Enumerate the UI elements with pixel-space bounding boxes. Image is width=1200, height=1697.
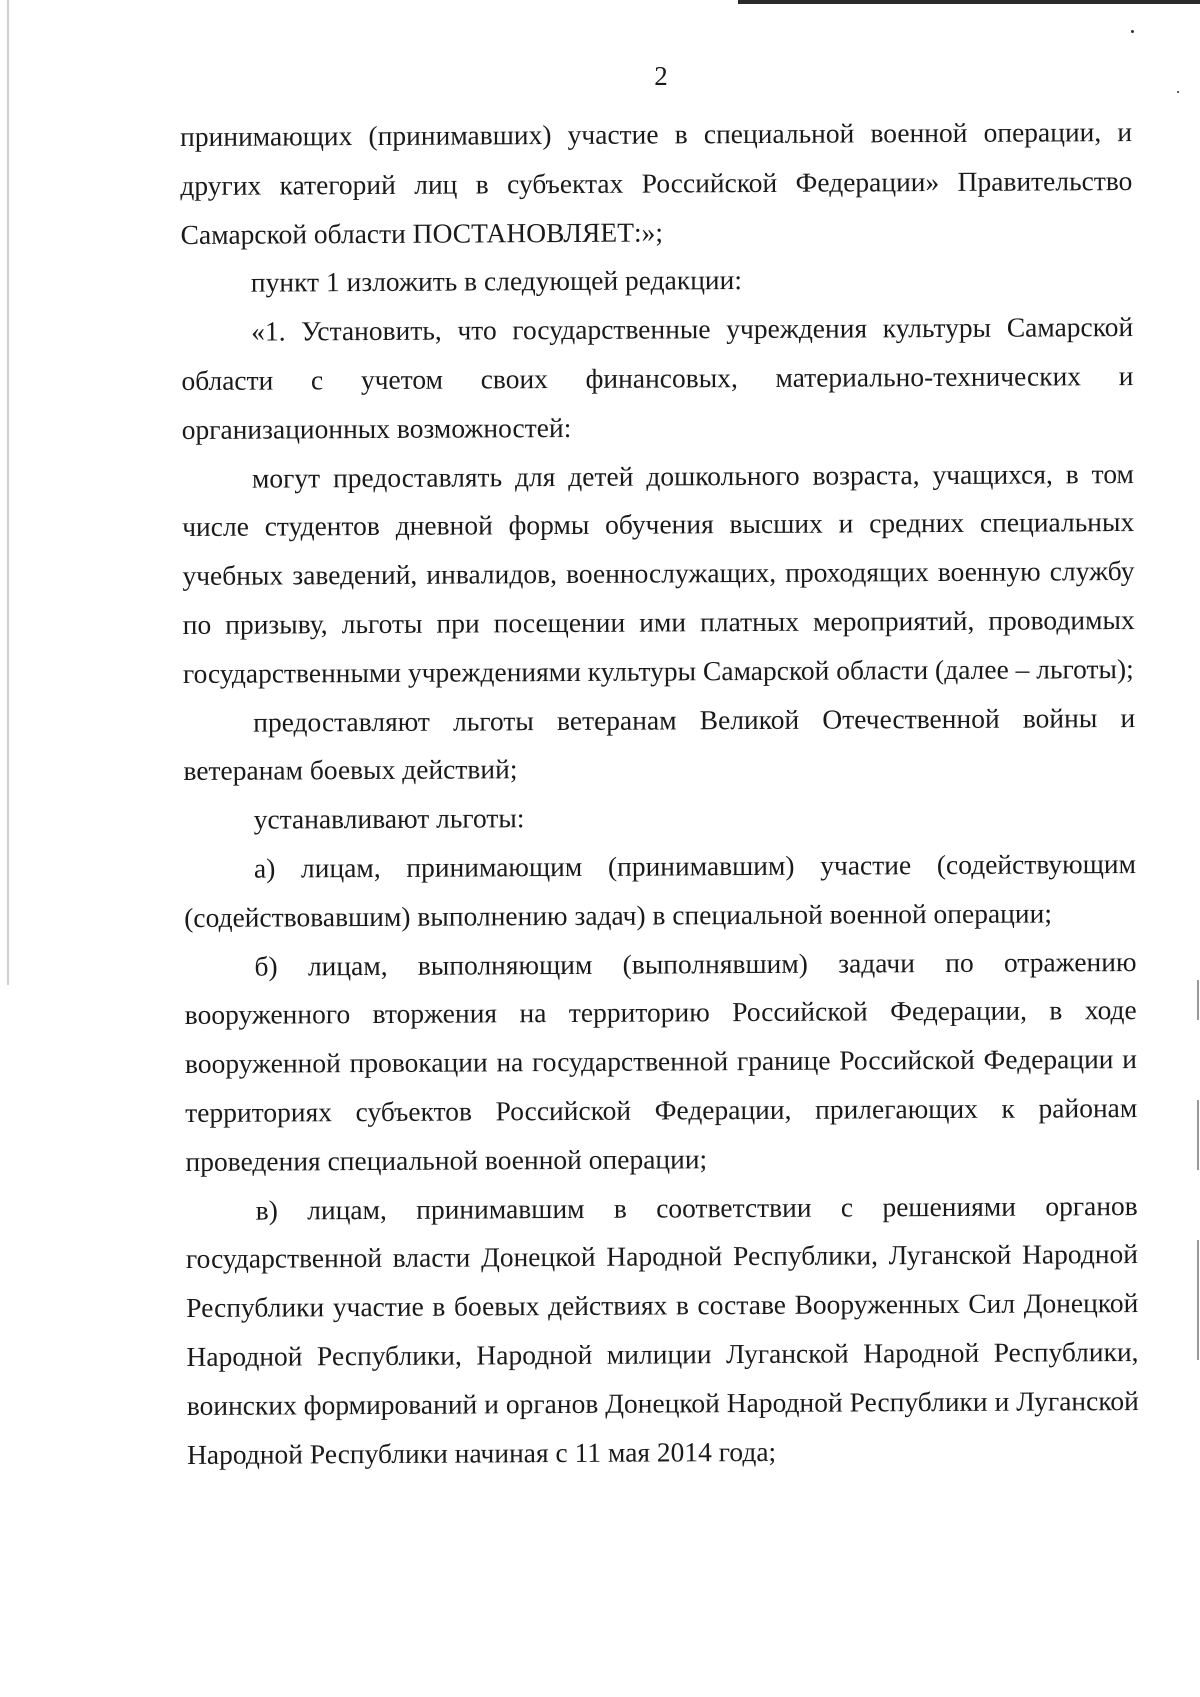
paragraph: принимающих (принимавших) участие в специальной военной операции, и других категорий лиц в субъектах Российской Федерации» Правительство Самарской области ПОСТАНОВЛЯЕТ:»; [180, 116, 1133, 250]
page-number: 2 [654, 61, 668, 91]
scan-edge-mark [1197, 1100, 1199, 1170]
scan-edge-top [738, 0, 1200, 4]
scan-edge-mark [1197, 1240, 1199, 1360]
scan-edge-mark [1197, 980, 1199, 1020]
paragraph: предоставляют льготы ветеранам Великой Отечественной войны и ветеранам боевых действий; [183, 701, 1136, 787]
paragraph: могут предоставлять для детей дошкольного возраста, учащихся, в том числе студентов дневной формы обучения высших и средних специальных учебных заведений, инвалидов, военнослужащих, проходящих военную службу по призыву, льготы при посещении ими платных мероприятий, проводимых государственными учреждениями культуры Самарской области (далее – льготы); [182, 457, 1135, 689]
paragraph: а) лицам, принимающим (принимавшим) участие (содействующим (содействовавшим) выполнению задач) в специальной военной операции; [184, 847, 1137, 933]
paragraph: устанавливают льготы: [253, 802, 525, 835]
paragraph: «1. Установить, что государственные учреждения культуры Самарской области с учетом своих финансовых, материально-технических и организационных возможностей: [181, 311, 1134, 445]
paragraph: в) лицам, принимавшим в соответствии с решениями органов государственной власти Донецкой Народной Республики, Луганской Народной Республики участие в боевых действиях в составе Вооруженных Сил Донецкой Народной Республики, Народной милиции Луганской Народной Республики, воинских формирований и органов Донецкой Народной Республики и Луганской Народной Республики начиная с 11 мая 2014 года; [185, 1189, 1139, 1470]
document-body [180, 108, 1139, 1479]
scan-speck [1131, 30, 1134, 33]
paragraph: пункт 1 изложить в следующей редакции: [250, 264, 743, 299]
scan-edge-left [7, 0, 9, 985]
paragraph: б) лицам, выполняющим (выполнявшим) задачи по отражению вооруженного вторжения на территорию Российской Федерации, в ходе вооруженной провокации на государственной границе Российской Федерации и территориях субъектов Российской Федерации, прилегающих к районам проведения специальной военной операции; [184, 945, 1138, 1177]
